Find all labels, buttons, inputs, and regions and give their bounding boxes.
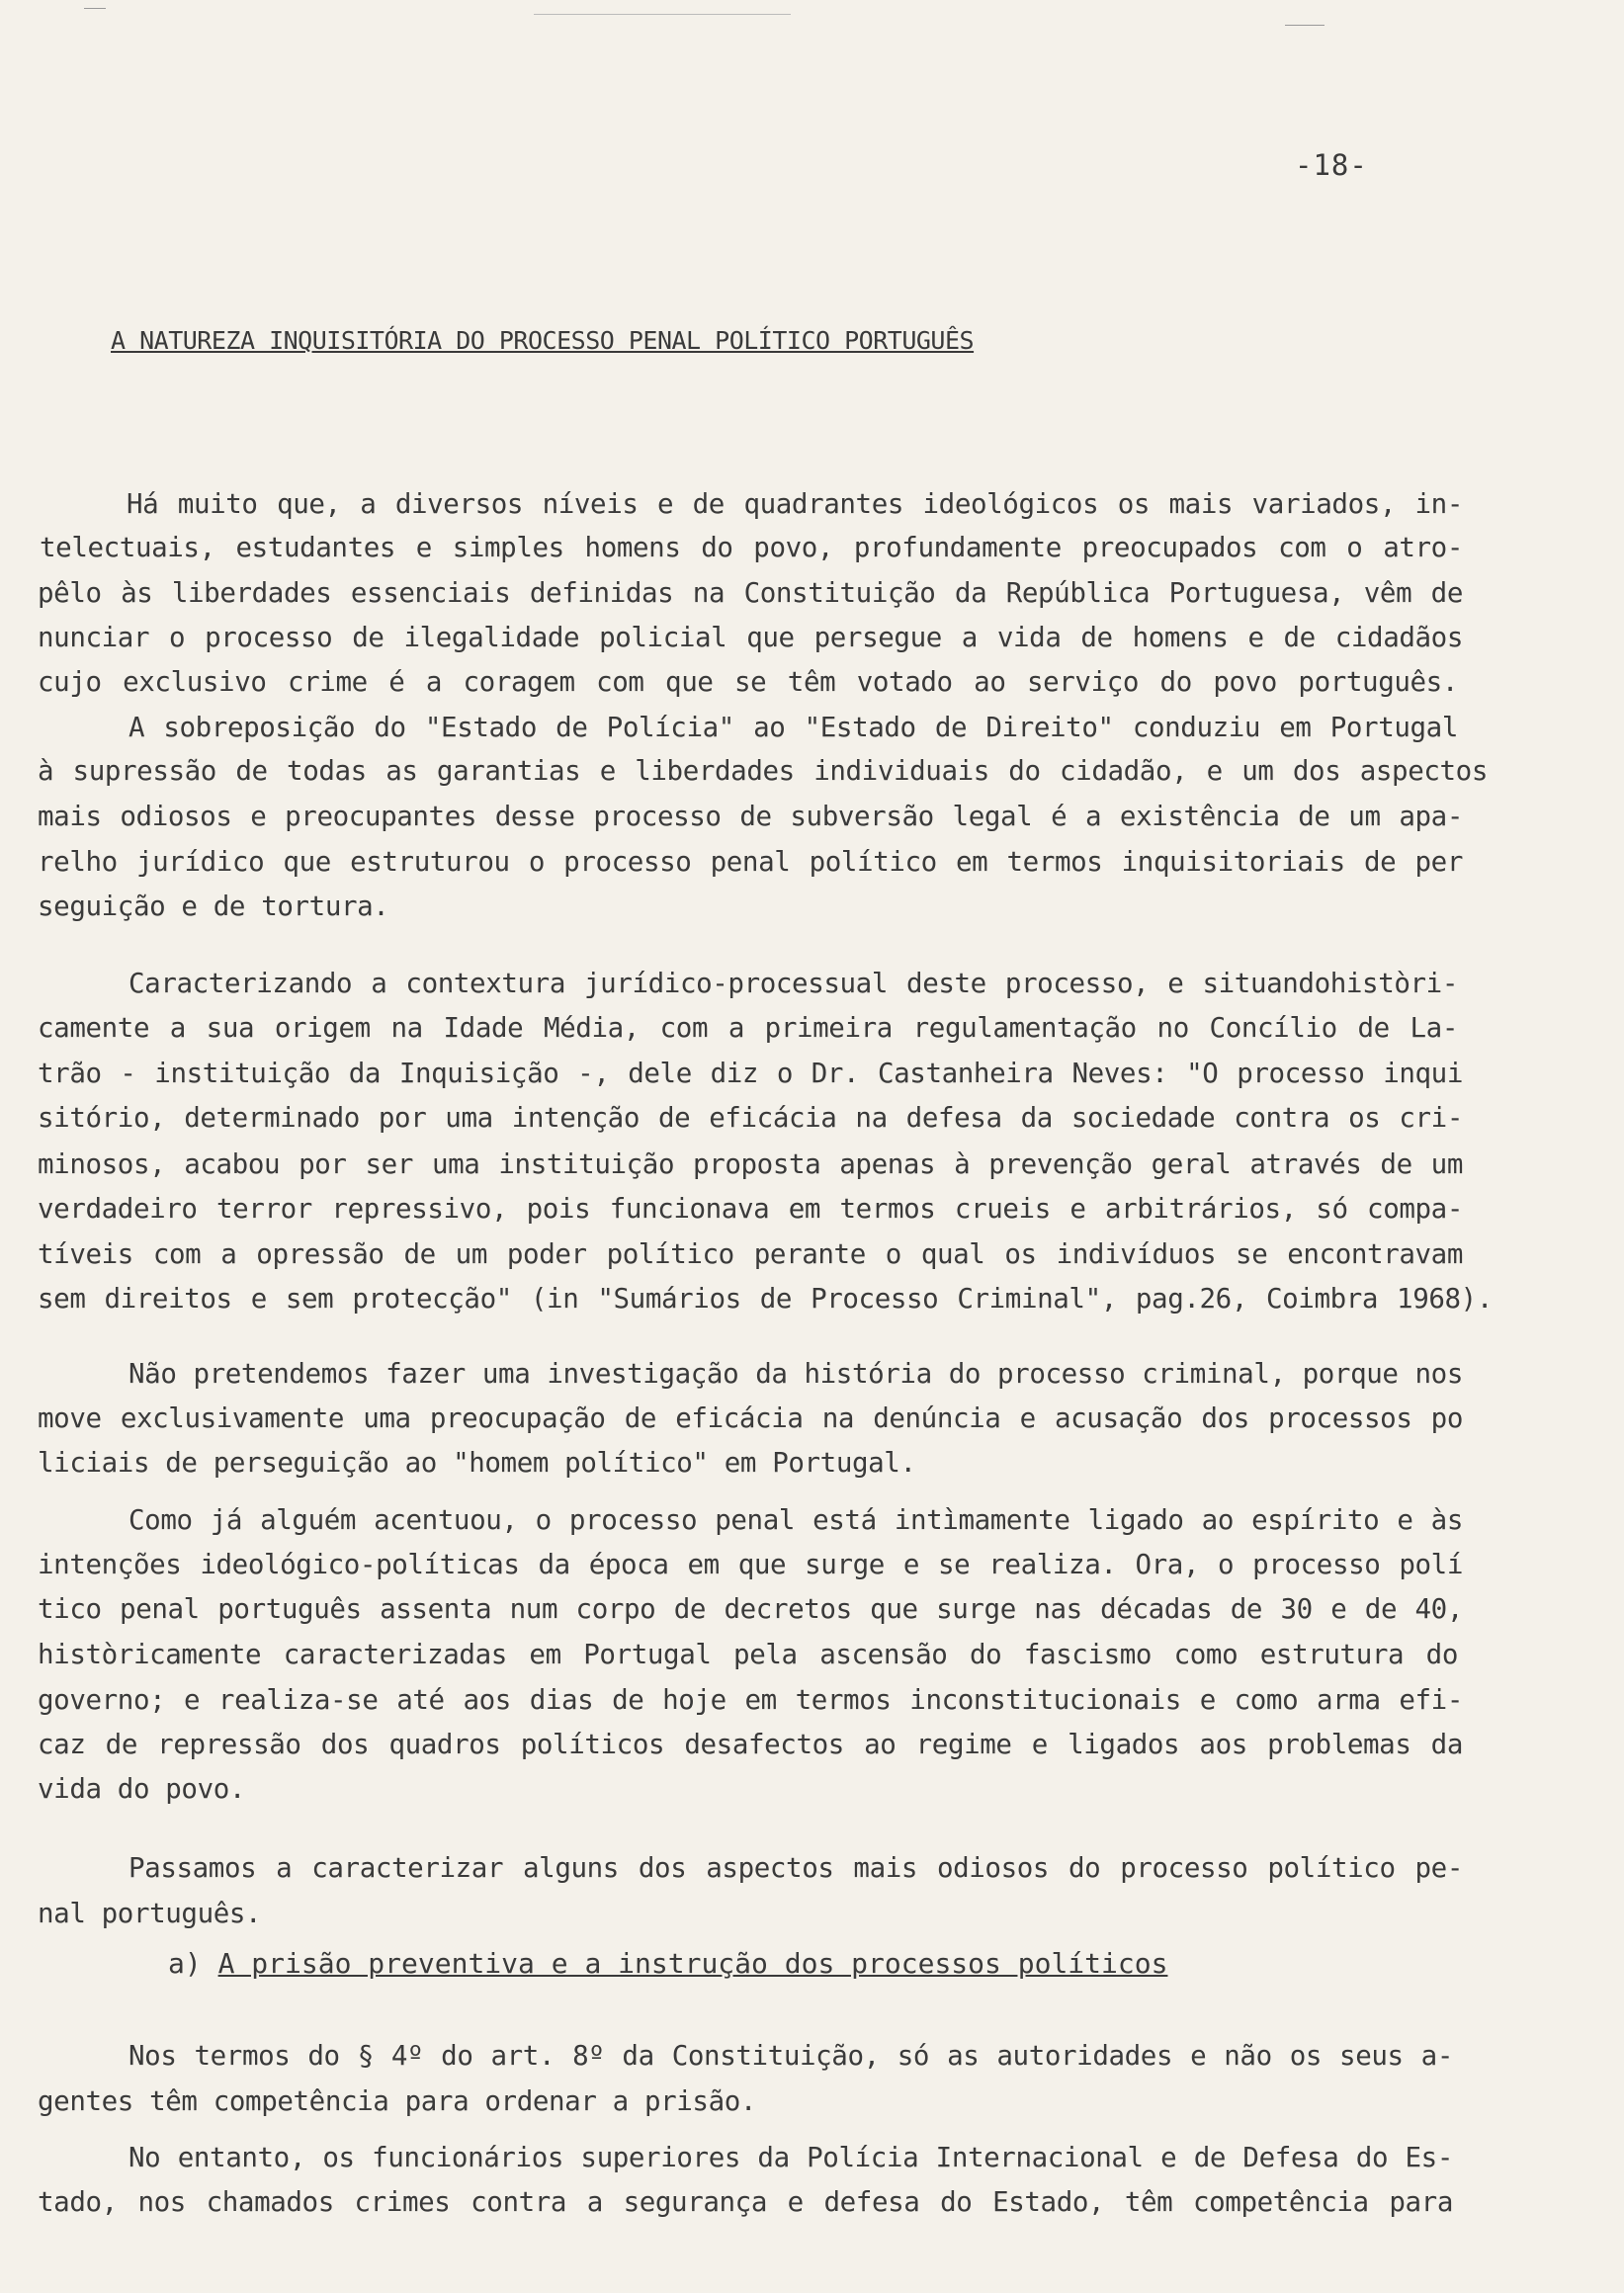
text-line: Há muito que, a diversos níveis e de quadrantes ideológicos os mais variados, in-: [127, 488, 1463, 520]
top-edge-mark: [534, 14, 791, 15]
text-line: camente a sua origem na Idade Média, com a primeira regulamentação no Concílio de La-: [38, 1012, 1458, 1044]
text-line: Caracterizando a contextura jurídico-processual deste processo, e situandohistòri-: [128, 968, 1458, 999]
text-line: vida do povo.: [38, 1773, 246, 1805]
text-line: mais odiosos e preocupantes desse processo de subversão legal é a existência de um apa-: [38, 801, 1463, 832]
text-line: nunciar o processo de ilegalidade policial que persegue a vida de homens e de cidadãos: [38, 622, 1463, 653]
top-edge-mark: [1285, 25, 1325, 26]
text-line: Como já alguém acentuou, o processo penal está intìmamente ligado ao espírito e às: [128, 1504, 1463, 1536]
document-heading: A NATUREZA INQUISITÓRIA DO PROCESSO PENAL POLÍTICO PORTUGUÊS: [111, 326, 975, 355]
text-line: à supressão de todas as garantias e liberdades individuais do cidadão, e um dos aspectos: [38, 755, 1488, 787]
text-line: tíveis com a opressão de um poder político perante o qual os indivíduos se encontravam: [38, 1238, 1463, 1270]
text-line: verdadeiro terror repressivo, pois funcionava em termos crueis e arbitrários, só compa-: [38, 1193, 1463, 1225]
text-line: gentes têm competência para ordenar a prisão.: [38, 2085, 757, 2117]
text-line: A sobreposição do "Estado de Polícia" ao "Estado de Direito" conduziu em Portugal: [128, 712, 1458, 743]
text-line: minosos, acabou por ser uma instituição proposta apenas à prevenção geral através de um: [38, 1148, 1463, 1180]
text-line: liciais de perseguição ao "homem político" em Portugal.: [38, 1447, 916, 1479]
text-line: move exclusivamente uma preocupação de eficácia na denúncia e acusação dos processos po: [38, 1402, 1463, 1434]
text-line: caz de repressão dos quadros políticos desafectos ao regime e ligados aos problemas da: [38, 1729, 1463, 1760]
text-line: Não pretendemos fazer uma investigação da história do processo criminal, porque nos: [128, 1358, 1463, 1390]
text-line: pêlo às liberdades essenciais definidas na Constituição da República Portuguesa, vêm de: [38, 577, 1463, 609]
text-line: Passamos a caracterizar alguns dos aspectos mais odiosos do processo político pe-: [128, 1852, 1463, 1884]
subheading-title: A prisão preventiva e a instrução dos processos políticos: [217, 1947, 1168, 1980]
subheading-letter: a): [168, 1947, 202, 1980]
text-line: cujo exclusivo crime é a coragem com que se têm votado ao serviço do povo português.: [38, 666, 1458, 698]
text-line: governo; e realiza-se até aos dias de hoje em termos inconstitucionais e como arma efi-: [38, 1684, 1463, 1716]
text-line: Nos termos do § 4º do art. 8º da Constituição, só as autoridades e não os seus a-: [128, 2040, 1453, 2072]
text-line: trão - instituição da Inquisição -, dele diz o Dr. Castanheira Neves: "O processo inqui: [38, 1058, 1463, 1089]
text-line: seguição e de tortura.: [38, 891, 389, 922]
text-line: sitório, determinado por uma intenção de eficácia na defesa da sociedade contra os cri-: [38, 1102, 1463, 1134]
section-subheading: [168, 1947, 1167, 1980]
page-number: -18-: [1295, 148, 1368, 182]
text-line: històricamente caracterizadas em Portugal pela ascensão do fascismo como estrutura do: [38, 1639, 1458, 1670]
text-line: nal português.: [38, 1898, 262, 1929]
text-line: No entanto, os funcionários superiores da Polícia Internacional e de Defesa do Es-: [128, 2142, 1453, 2173]
text-line: intenções ideológico-políticas da época em que surge e se realiza. Ora, o processo polí: [38, 1549, 1463, 1580]
text-line: tado, nos chamados crimes contra a segurança e defesa do Estado, têm competência para: [38, 2186, 1453, 2218]
text-line: sem direitos e sem protecção" (in "Sumários de Processo Criminal", pag.26, Coimbra 1968).: [38, 1283, 1493, 1315]
text-line: telectuais, estudantes e simples homens do povo, profundamente preocupados com o atro-: [40, 532, 1463, 563]
text-line: tico penal português assenta num corpo de decretos que surge nas décadas de 30 e de 40,: [38, 1593, 1463, 1625]
text-line: relho jurídico que estruturou o processo penal político em termos inquisitoriais de per: [38, 846, 1463, 878]
top-edge-mark: [84, 8, 106, 9]
